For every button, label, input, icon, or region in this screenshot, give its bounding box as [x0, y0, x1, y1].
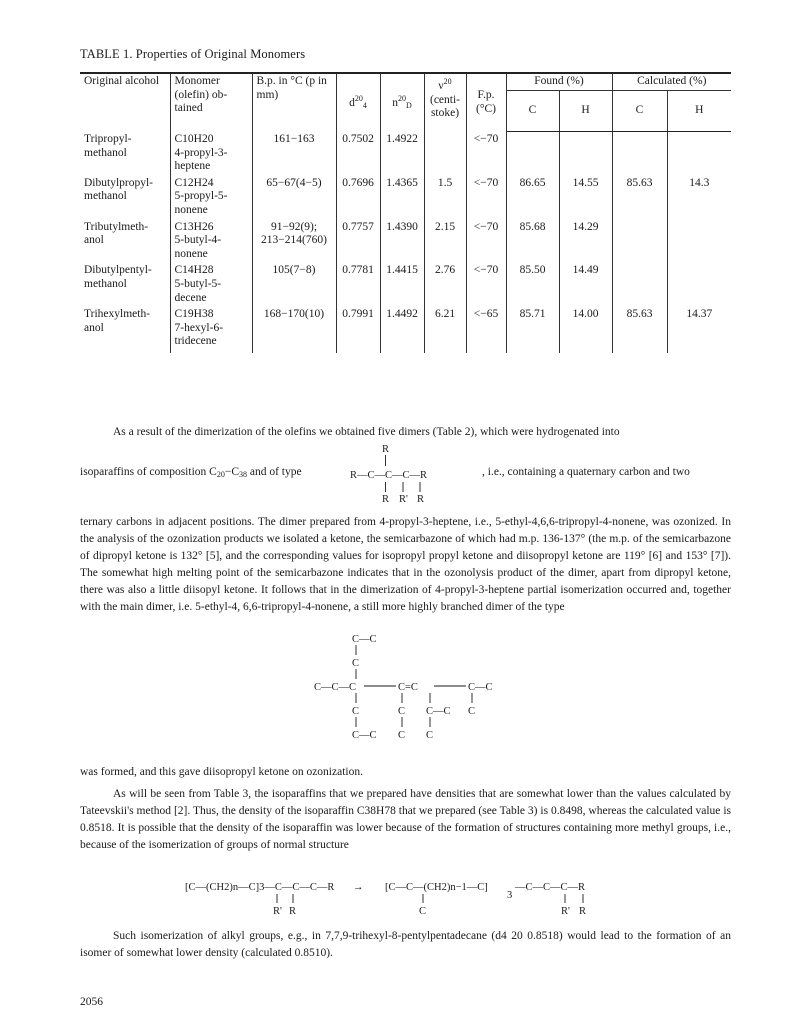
cell-refractive-index: 1.4492: [380, 306, 424, 353]
cell-refractive-index: 1.4922: [380, 131, 424, 175]
dimer-bottom-2: C: [398, 730, 406, 741]
paragraph-ozonization: ternary carbons in adjacent positions. The dimer prepared from 4-propyl-3-heptene, i.e., 5-ethyl-4,6,6-tripropyl-4-nonene, was ozonized. In the analysis of the ozonization products we isolated a ketone, the semicarbazone of which had m.p. 136-137° (the m.p. of the semicarbazone of dipropyl ketone is 132° [5], and the corresponding values for isopropyl propyl ketone and diisopropyl ketone are 119° [6] and 153° [7]). The somewhat high melting point of the semicarbazone indicates that in the ozonolysis product of the dimer, apart from dipropyl ketone, there was also a little diisopyl ketone. It follows that in the dimerization of 4-propyl-3-heptene partial isomerization occurred and, together with the main dimer, i.e. 5-ethyl-4, 6,6-tripropyl-4-nonene, a still more highly branched dimer of the type: [80, 516, 731, 613]
cell-found-c: 85.50: [506, 262, 559, 306]
scheme-right-sub-2: R: [579, 906, 587, 917]
cell-alcohol: Trihexylmeth- anol: [80, 306, 170, 353]
cell-calc-c: 85.63: [612, 175, 667, 219]
header-calc-c: C: [612, 90, 667, 131]
cell-viscosity: 6.21: [424, 306, 466, 353]
type-formula-sub-2: R': [399, 494, 408, 504]
dimer-below-1: C: [352, 706, 360, 717]
scheme-right-bracket: [C—C—(CH2)n−1—C]: [385, 882, 488, 893]
cell-found-c: 85.68: [506, 219, 559, 263]
type-formula-structure: [348, 440, 478, 504]
header-calc-h: H: [667, 90, 731, 131]
cell-calc-h: [667, 219, 731, 263]
table-caption: TABLE 1. Properties of Original Monomers: [80, 47, 306, 61]
header-found-h: H: [559, 90, 612, 131]
cell-alcohol: Tributylmeth- anol: [80, 219, 170, 263]
cell-viscosity: 1.5: [424, 175, 466, 219]
cell-refractive-index: 1.4390: [380, 219, 424, 263]
header-found: Found (%): [506, 73, 612, 90]
cell-monomer: C14H28 5-butyl-5- decene: [170, 262, 252, 306]
cell-found-c: 85.71: [506, 306, 559, 353]
cell-monomer: C13H26 5-butyl-4- nonene: [170, 219, 252, 263]
header-refractive-index: $n^{20}_D$: [380, 73, 424, 131]
dimer-bottom-3: C: [426, 730, 434, 741]
table-row: [80, 306, 731, 353]
cell-fp: <−70: [466, 175, 506, 219]
cell-density: 0.7757: [336, 219, 380, 263]
cell-fp: <−70: [466, 219, 506, 263]
cell-found-c: 86.65: [506, 175, 559, 219]
header-fp: F.p. (°C): [466, 73, 506, 131]
cell-calc-h: 14.3: [689, 176, 710, 189]
cell-alcohol: Dibutylpentyl- methanol: [80, 262, 170, 306]
cell-bp: 168−170(10): [252, 306, 336, 353]
cell-calc-h: [667, 131, 731, 175]
cell-calc-h: [667, 262, 731, 306]
cell-viscosity: 2.15: [424, 219, 466, 263]
header-density: $d^{20}_4$: [336, 73, 380, 131]
composition-line-tail: , i.e., containing a quaternary carbon and two: [482, 466, 690, 478]
cell-fp: <−65: [466, 306, 506, 353]
scheme-arrow: →: [353, 882, 364, 893]
cell-density: 0.7991: [336, 306, 380, 353]
dimer-below-4: C: [468, 706, 476, 717]
dimer-below-2: C: [398, 706, 406, 717]
cell-calc-h: 14.37: [686, 308, 713, 321]
cell-monomer: C10H20 4-propyl-3- heptene: [170, 131, 252, 175]
dimer-main-mid: C=C: [398, 682, 418, 693]
cell-found-h: 14.29: [559, 219, 612, 263]
cell-found-h: [559, 131, 612, 175]
cell-refractive-index: 1.4415: [380, 262, 424, 306]
scheme-left-sub-2: R: [289, 906, 297, 917]
paragraph-isomerization: Such isomerization of alkyl groups, e.g., in 7,7,9-trihexyl-8-pentylpentadecane (d4 20 0.8518) would lead to the formation of an isomer of somewhat lower density (calculated 0.8510).: [80, 930, 731, 959]
cell-monomer: C19H38 7-hexyl-6- tridecene: [170, 306, 252, 353]
cell-alcohol: Tripropyl- methanol: [80, 131, 170, 175]
type-formula-top: R: [382, 444, 390, 455]
composition-line: isoparaffins of composition $C_{20}-C_{38}$ and of type: [80, 466, 302, 479]
cell-found-h: 14.00: [559, 306, 612, 353]
cell-fp: <−70: [466, 262, 506, 306]
cell-bp: 105(7−8): [252, 262, 336, 306]
dimer-bottom-1: C—C: [352, 730, 377, 741]
cell-density: 0.7781: [336, 262, 380, 306]
header-bp: B.p. in °C (p in mm): [252, 73, 336, 131]
paragraph-diisopropyl: was formed, and this gave diisopropyl ketone on ozonization.: [80, 766, 363, 778]
cell-calc-c: [612, 219, 667, 263]
cell-fp: <−70: [466, 131, 506, 175]
type-formula-sub-1: R: [382, 494, 390, 504]
cell-viscosity: 2.76: [424, 262, 466, 306]
header-found-c: C: [506, 90, 559, 131]
scheme-right-sub-1: R': [561, 906, 570, 917]
cell-found-h: 14.55: [559, 175, 612, 219]
table-row: [80, 175, 731, 219]
dimer-main-right: C—C: [468, 682, 493, 693]
cell-bp: 161−163: [252, 131, 336, 175]
cell-calc-c: [612, 262, 667, 306]
cell-bp: 65−67(4−5): [252, 175, 336, 219]
table-row: [80, 262, 731, 306]
isomerization-scheme: [185, 872, 625, 920]
type-formula-sub-3: R: [417, 494, 425, 504]
table-row: [80, 219, 731, 263]
branched-dimer-structure: [310, 630, 530, 750]
cell-calc-c: 85.63: [612, 306, 667, 353]
cell-density: 0.7696: [336, 175, 380, 219]
scheme-right-tail: —C—C—C—R: [515, 882, 586, 893]
dimer-main-left: C—C—C: [314, 682, 357, 693]
paragraph-densities: As will be seen from Table 3, the isoparaffins that we prepared have densities that are somewhat lower than the values calculated by Tateevskii's method [2]. Thus, the density of the isoparaffin C38H78 that we prepared (see Table 3) is 0.8498, whereas the calculated value is 0.8518. It is possible that the density of the isoparaffin was lower because of the formation of structures containing more methyl groups, i.e., because of the isomerization of groups of normal structure: [80, 788, 731, 851]
scheme-right-sub-c: C: [419, 906, 427, 917]
cell-density: 0.7502: [336, 131, 380, 175]
paragraph-dimerization-intro: As a result of the dimerization of the olefins we obtained five dimers (Table 2), which were hydrogenated into: [113, 426, 620, 438]
dimer-top: C—C: [352, 634, 377, 645]
scheme-right-sub-3: 3: [507, 890, 513, 901]
cell-calc-c: [612, 131, 667, 175]
cell-found-h: 14.49: [559, 262, 612, 306]
scheme-left: [C—(CH2)n—C]3—C—C—C—R: [185, 882, 335, 893]
scheme-left-sub-1: R': [273, 906, 282, 917]
dimer-below-3: C—C: [426, 706, 451, 717]
cell-alcohol: Dibutylpropyl- methanol: [80, 175, 170, 219]
page-number: 2056: [80, 996, 103, 1008]
cell-viscosity: [424, 131, 466, 175]
cell-monomer: C12H24 5-propyl-5- nonene: [170, 175, 252, 219]
cell-refractive-index: 1.4365: [380, 175, 424, 219]
header-monomer: Monomer (olefin) ob- tained: [170, 73, 252, 131]
header-alcohol: Original alcohol: [80, 73, 170, 131]
cell-found-c: [506, 131, 559, 175]
table-row: [80, 131, 731, 175]
cell-bp: 91−92(9); 213−214(760): [252, 219, 336, 263]
properties-table: [80, 72, 731, 353]
header-calculated: Calculated (%): [612, 73, 731, 90]
type-formula-main: R—C—C—C—R: [350, 470, 428, 481]
header-viscosity: $\nu^{20}$ (centi- stoke): [424, 73, 466, 131]
dimer-c1: C: [352, 658, 360, 669]
